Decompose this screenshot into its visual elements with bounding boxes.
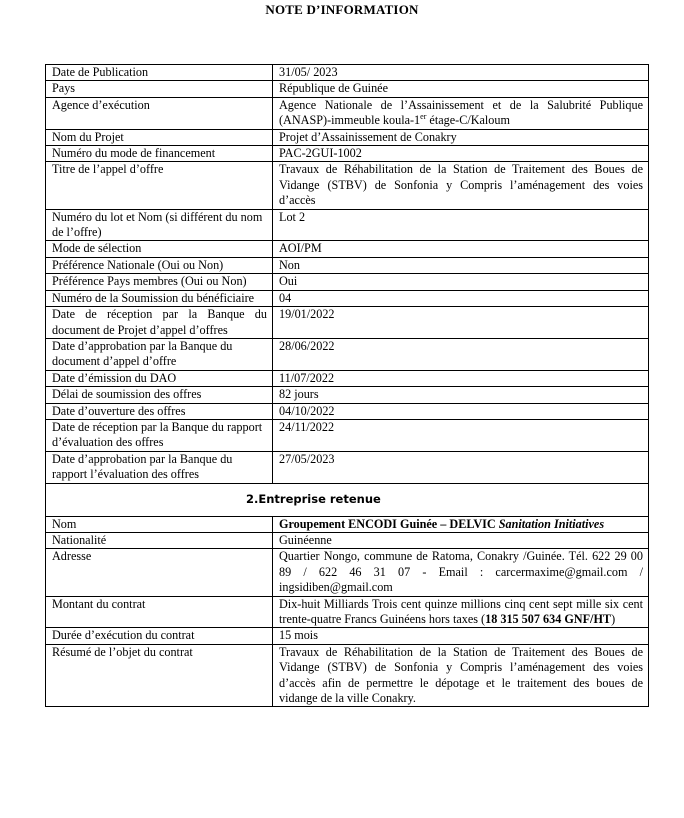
address-value: Quartier Nongo, commune de Ratoma, Conakry /Guinée. Tél. 622 29 00 89 / 622 46 31 07 - Email : carcermaxime@gmail.com / ingsidiben@gmail.com — [273, 549, 649, 596]
company-name — [273, 516, 649, 532]
row-label: Date de réception par la Banque du rapport d’évaluation des offres — [46, 419, 273, 451]
table-row — [46, 65, 649, 81]
row-value: 28/06/2022 — [273, 338, 649, 370]
row-label: Montant du contrat — [46, 596, 273, 628]
table-row — [46, 97, 649, 129]
table-row — [46, 274, 649, 290]
row-label: Numéro du mode de financement — [46, 146, 273, 162]
table-row — [46, 81, 649, 97]
row-label: Nationalité — [46, 532, 273, 548]
table-row — [46, 387, 649, 403]
table-row — [46, 532, 649, 548]
section-heading: 2.Entreprise retenue — [46, 483, 649, 516]
amount-close: ) — [611, 612, 616, 626]
document-title: NOTE D’INFORMATION — [265, 2, 419, 17]
row-label: Préférence Pays membres (Oui ou Non) — [46, 274, 273, 290]
row-label: Date d’approbation par la Banque du rapport l’évaluation des offres — [46, 451, 273, 483]
contract-amount — [273, 596, 649, 628]
row-label: Adresse — [46, 549, 273, 596]
row-label: Date de réception par la Banque du document de Projet d’appel d’offres — [46, 307, 273, 339]
table-row — [46, 596, 649, 628]
table-row — [46, 129, 649, 145]
information-table — [45, 64, 649, 707]
company-name-italic: Sanitation Initiatives — [495, 516, 605, 531]
row-value: 24/11/2022 — [273, 419, 649, 451]
amount-words: Dix-huit Milliards Trois cent quinze millions cinq cent sept mille six cent trente-quatre Francs Guinéens hors taxes ( — [279, 596, 643, 626]
row-value: Lot 2 — [273, 209, 649, 241]
row-label: Numéro du lot et Nom (si différent du nom de l’offre) — [46, 209, 273, 241]
table-row — [46, 290, 649, 306]
agency-superscript: er — [420, 112, 427, 122]
row-label: Durée d’exécution du contrat — [46, 628, 273, 644]
row-value: 04 — [273, 290, 649, 306]
table-row — [46, 516, 649, 532]
table-row — [46, 419, 649, 451]
row-label: Agence d’exécution — [46, 97, 273, 129]
row-label: Mode de sélection — [46, 241, 273, 257]
row-value: République de Guinée — [273, 81, 649, 97]
row-value: 15 mois — [273, 628, 649, 644]
row-label: Date d’approbation par la Banque du document d’appel d’offre — [46, 338, 273, 370]
table-row — [46, 549, 649, 596]
row-label: Date d’émission du DAO — [46, 370, 273, 386]
table-row — [46, 403, 649, 419]
row-value: Guinéenne — [273, 532, 649, 548]
table-row — [46, 628, 649, 644]
row-value: 19/01/2022 — [273, 307, 649, 339]
row-value: 27/05/2023 — [273, 451, 649, 483]
row-value: 82 jours — [273, 387, 649, 403]
table-row — [46, 209, 649, 241]
row-label: Date de Publication — [46, 65, 273, 81]
table-row — [46, 370, 649, 386]
row-label: Pays — [46, 81, 273, 97]
row-value: 11/07/2022 — [273, 370, 649, 386]
row-value: PAC-2GUI-1002 — [273, 146, 649, 162]
section-heading-row — [46, 483, 649, 516]
table-row — [46, 644, 649, 707]
row-label: Date d’ouverture des offres — [46, 403, 273, 419]
row-value: 04/10/2022 — [273, 403, 649, 419]
row-label: Titre de l’appel d’offre — [46, 162, 273, 209]
row-value: 31/05/ 2023 — [273, 65, 649, 81]
table-row — [46, 451, 649, 483]
row-label: Délai de soumission des offres — [46, 387, 273, 403]
row-label: Préférence Nationale (Oui ou Non) — [46, 257, 273, 273]
table-row — [46, 162, 649, 209]
row-label: Résumé de l’objet du contrat — [46, 644, 273, 707]
row-value: Projet d’Assainissement de Conakry — [273, 129, 649, 145]
row-value: AOI/PM — [273, 241, 649, 257]
row-label: Nom — [46, 516, 273, 532]
row-label: Nom du Projet — [46, 129, 273, 145]
agency-text: Agence Nationale de l’Assainissement et de la Salubrité Publique (ANASP)-immeuble koula-1 — [279, 97, 643, 128]
contract-summary: Travaux de Réhabilitation de la Station de Traitement des Boues de Vidange (STBV) de Sonfonia y Compris l’aménagement des voies d’accès afin de permettre le dépotage et le traitement des boues de vidange de la ville Conakry. — [273, 644, 649, 707]
row-label: Numéro de la Soumission du bénéficiaire — [46, 290, 273, 306]
agency-text-end: étage-C/Kaloum — [426, 113, 510, 128]
row-value: Travaux de Réhabilitation de la Station de Traitement des Boues de Vidange (STBV) de Sonfonia y Compris l’aménagement des voies d’accès — [273, 162, 649, 209]
company-name-bold: Groupement ENCODI Guinée – DELVIC — [279, 516, 496, 531]
table-row — [46, 241, 649, 257]
amount-figure: 18 315 507 634 GNF/HT — [485, 612, 612, 626]
table-row — [46, 257, 649, 273]
row-value: Non — [273, 257, 649, 273]
table-row — [46, 338, 649, 370]
row-value: Oui — [273, 274, 649, 290]
table-row — [46, 146, 649, 162]
table-row — [46, 307, 649, 339]
row-value — [273, 97, 649, 129]
